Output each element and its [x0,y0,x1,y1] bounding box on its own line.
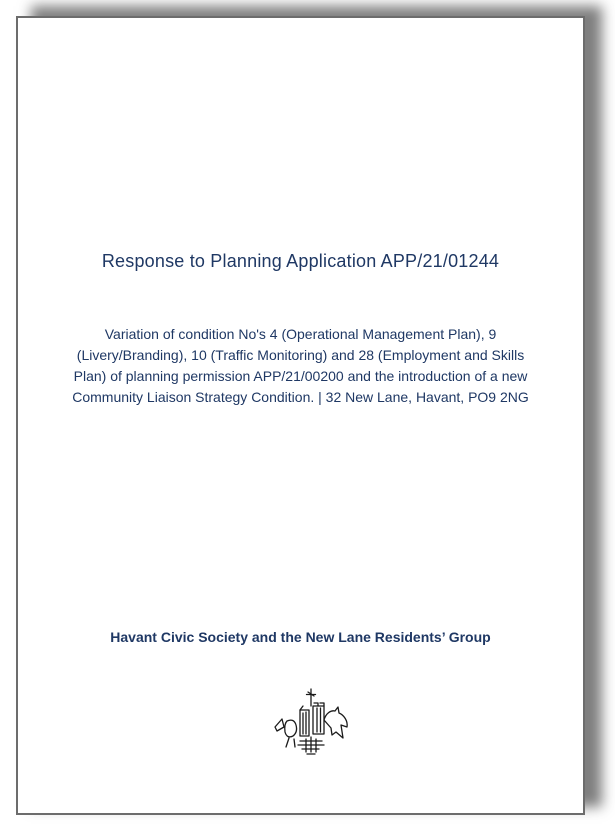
subtitle-line-3: Plan) of planning permission APP/21/00200 and the introduction of a new [73,368,528,384]
document-author: Havant Civic Society and the New Lane Residents’ Group [110,629,491,645]
church-emblem-icon [269,686,353,758]
subtitle-line-4: Community Liaison Strategy Condition. | 32 New Lane, Havant, PO9 2NG [72,389,529,405]
document-page [16,16,585,815]
subtitle-line-1: Variation of condition No's 4 (Operational Management Plan), 9 [104,326,497,342]
civic-society-emblem-logo [269,686,353,758]
document-subtitle [18,324,583,408]
document-title: Response to Planning Application APP/21/01244 [101,251,500,271]
subtitle-line-2: (Livery/Branding), 10 (Traffic Monitoring) and 28 (Employment and Skills [76,347,525,363]
